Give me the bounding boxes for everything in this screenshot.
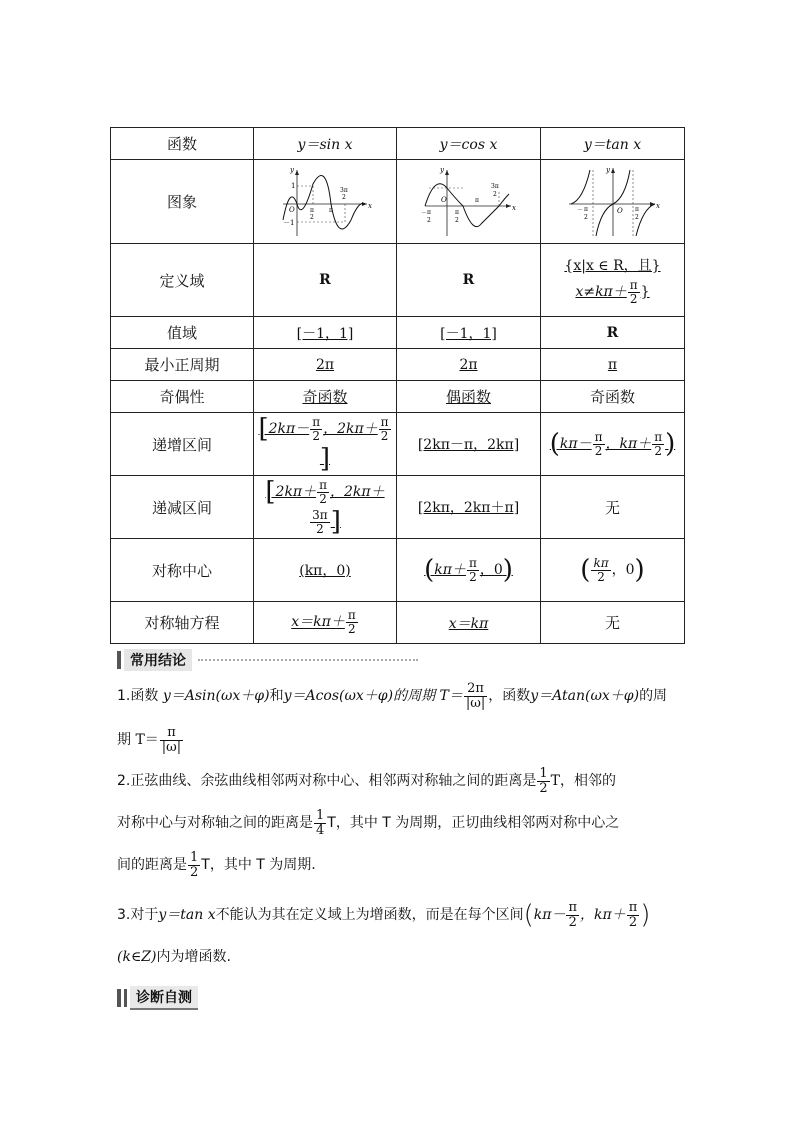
sin-x-label: x xyxy=(368,201,372,210)
tan-origin-label: O xyxy=(616,206,623,215)
range-tan: R xyxy=(541,317,685,349)
conclusion-3-line1: 3.对于y＝tan x不能认为其在定义域上为增函数，而是在每个区间(kπ－ $\frac{\pi}{2}$ ，kπ＋ $\frac{\pi}{2}$ ) xyxy=(117,899,651,930)
table-row-range xyxy=(111,317,685,349)
conclusion-item-2 xyxy=(117,760,677,886)
table-row-center xyxy=(111,539,685,602)
tan-neg-label: － xyxy=(576,206,583,214)
increasing-sin: [2kπ－ $\frac{\pi}{2}$ ，2kπ＋ $\frac{\pi}{2}$ ] xyxy=(254,413,397,476)
cos-y-label: y xyxy=(439,165,444,174)
table-row-axis xyxy=(111,602,685,644)
parity-cos: 偶函数 xyxy=(397,381,541,413)
tan-negpi-label: π xyxy=(583,205,588,213)
conclusion-1-line1: 1.函数 y＝Asin(ωx＋φ)和y＝Acos(ωx＋φ)的周期 T＝ $\frac{2\pi}{|\omega|}$ ，函数y＝Atan(ωx＋φ)的周 xyxy=(117,680,668,711)
conclusion-item-3 xyxy=(117,894,677,978)
section-title: 诊断自测 xyxy=(130,986,198,1010)
decreasing-tan: 无 xyxy=(541,476,685,539)
header-function: 函数 xyxy=(111,128,254,160)
center-cos: (kπ＋ $\frac{\pi}{2}$ ，0) xyxy=(397,539,541,602)
section-title: 常用结论 xyxy=(124,649,192,671)
domain-tan xyxy=(541,244,685,317)
domain-tan-close: } xyxy=(640,284,650,300)
center-sin: (kπ，0) xyxy=(254,539,397,602)
section-bar xyxy=(117,989,121,1007)
sin-pi-label: π xyxy=(310,206,314,214)
section-divider xyxy=(198,659,418,661)
conclusion-item-1 xyxy=(117,674,677,762)
row-label-period: 最小正周期 xyxy=(111,349,254,381)
cos-3pi-den: 2 xyxy=(492,190,497,198)
section-diagnostic-test xyxy=(117,988,198,1008)
domain-tan-text: x≠kπ＋ xyxy=(575,284,627,300)
period-tan: π xyxy=(541,349,685,381)
table-row-period xyxy=(111,349,685,381)
conclusion-2-line2: 对称中心与对称轴之间的距离是 $\frac{1}{4}$ T，其中 T 为周期，正切曲线相邻两对称中心之 xyxy=(117,807,620,838)
cos-graph-cell xyxy=(397,160,541,244)
row-label-decreasing: 递减区间 xyxy=(111,476,254,539)
tan-pi2-label: π xyxy=(634,205,639,213)
period-cos: 2π xyxy=(397,349,541,381)
period-sin: 2π xyxy=(254,349,397,381)
domain-tan-line1: {x|x ∈ R，且} xyxy=(564,257,661,274)
row-label-range: 值域 xyxy=(111,317,254,349)
row-label-domain: 定义域 xyxy=(111,244,254,317)
tan-graph xyxy=(563,164,663,240)
sin-negone-label: －1 xyxy=(283,218,295,227)
header-tan: y＝tan x xyxy=(541,128,685,160)
cos-x-label: x xyxy=(511,203,516,212)
row-label-parity: 奇偶性 xyxy=(111,381,254,413)
trig-properties-table xyxy=(110,127,685,644)
domain-tan-line2 xyxy=(543,279,682,305)
cos-3pi-label: 3π xyxy=(490,182,499,190)
table-row-increasing xyxy=(111,413,685,476)
sin-two-label: 2 xyxy=(310,213,314,221)
cos-negpi-label: π xyxy=(426,208,431,216)
increasing-cos: [2kπ－π，2kπ] xyxy=(397,413,541,476)
cos-origin-label: O xyxy=(440,195,447,204)
domain-cos: R xyxy=(397,244,541,317)
tan-x-label: x xyxy=(655,201,660,210)
sin-graph xyxy=(275,164,375,240)
header-sin: y＝sin x xyxy=(254,128,397,160)
section-bar xyxy=(117,651,121,669)
cos-graph xyxy=(419,164,519,240)
conclusion-2-line1: 2.正弦曲线、余弦曲线相邻两对称中心、相邻两对称轴之间的距离是 $\frac{1}{2}$ T，相邻的 xyxy=(117,765,616,796)
range-cos: [－1，1] xyxy=(397,317,541,349)
row-label-increasing: 递增区间 xyxy=(111,413,254,476)
sin-y-label: y xyxy=(290,165,294,174)
row-label-graph: 图象 xyxy=(111,160,254,244)
decreasing-sin: [2kπ＋ $\frac{\pi}{2}$ ，2kπ＋ $\frac{3\pi}{2}$ ] xyxy=(254,476,397,539)
tan-graph-cell xyxy=(541,160,685,244)
sin-graph-cell xyxy=(254,160,397,244)
axis-tan: 无 xyxy=(541,602,685,644)
decreasing-cos: [2kπ，2kπ＋π] xyxy=(397,476,541,539)
domain-sin: R xyxy=(254,244,397,317)
axis-sin: x＝kπ＋ $\frac{\pi}{2}$ xyxy=(254,602,397,644)
tan-negpi-den: 2 xyxy=(583,213,588,221)
cos-pi2-label: π xyxy=(454,208,459,216)
table-header-row xyxy=(111,128,685,160)
parity-sin: 奇函数 xyxy=(254,381,397,413)
conclusion-2-line3: 间的距离是 $\frac{1}{2}$ T，其中 T 为周期. xyxy=(117,849,316,880)
cos-pi-label: π xyxy=(474,196,479,204)
table-row-domain xyxy=(111,244,685,317)
cos-pi2-den: 2 xyxy=(454,216,459,224)
cos-negpi-den: 2 xyxy=(426,216,431,224)
domain-tan-frac: $\frac{\pi}{2}$ xyxy=(629,277,638,306)
row-label-axis: 对称轴方程 xyxy=(111,602,254,644)
table-row-graph xyxy=(111,160,685,244)
sin-one-label: 1 xyxy=(291,181,296,190)
conclusion-1-line2: 期 T＝ $\frac{\pi}{|\omega|}$ xyxy=(117,724,182,755)
sin-3pi-den: 2 xyxy=(342,193,346,201)
tan-pi2-den: 2 xyxy=(634,213,639,221)
section-common-conclusions xyxy=(117,650,418,670)
sin-3pi-label: 3π xyxy=(340,186,348,194)
table-row-decreasing xyxy=(111,476,685,539)
range-sin: [－1，1] xyxy=(254,317,397,349)
row-label-center: 对称中心 xyxy=(111,539,254,602)
parity-tan: 奇函数 xyxy=(541,381,685,413)
table-row-parity xyxy=(111,381,685,413)
header-cos: y＝cos x xyxy=(397,128,541,160)
section-bar-2 xyxy=(124,989,127,1007)
axis-cos: x＝kπ xyxy=(397,602,541,644)
conclusion-3-line2: (k∈Z)内为增函数. xyxy=(117,949,231,965)
sin-pi2-label: π xyxy=(329,206,333,214)
center-tan: ( $\frac{k\pi}{2}$ ，0) xyxy=(541,539,685,602)
sin-origin-label: O xyxy=(289,205,295,214)
increasing-tan: (kπ－ $\frac{\pi}{2}$ ，kπ＋ $\frac{\pi}{2}$ ) xyxy=(541,413,685,476)
tan-y-label: y xyxy=(605,165,610,174)
cos-neg-label: － xyxy=(420,209,427,217)
